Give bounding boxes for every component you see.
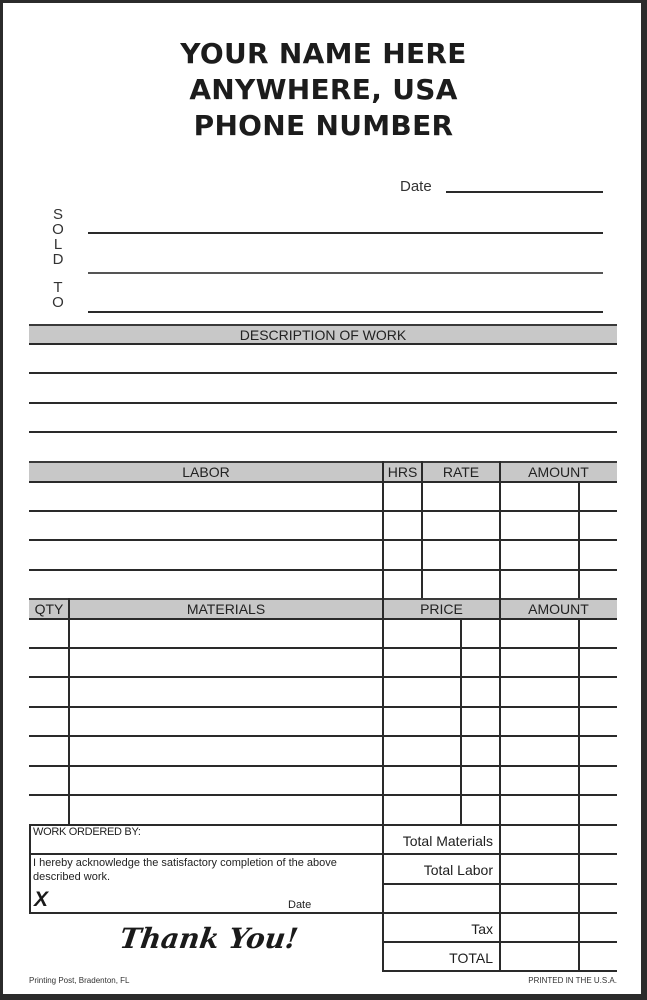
signature-date-label: Date bbox=[288, 899, 312, 911]
thank-you-text: Thank You! bbox=[117, 922, 301, 955]
description-line-3[interactable] bbox=[29, 431, 617, 433]
description-line-1[interactable] bbox=[29, 372, 617, 374]
sold-to-line-1[interactable] bbox=[88, 232, 603, 234]
labor-divider-rate bbox=[421, 461, 423, 598]
materials-divider-price bbox=[382, 598, 384, 971]
to-label-t: T bbox=[53, 279, 63, 296]
description-line-2[interactable] bbox=[29, 402, 617, 404]
description-heading-label: DESCRIPTION OF WORK bbox=[239, 326, 407, 343]
printer-credit: Printing Post, Bradenton, FL bbox=[29, 976, 130, 985]
materials-row-5[interactable] bbox=[29, 765, 617, 767]
materials-col-materials: MATERIALS bbox=[186, 601, 266, 617]
work-ordered-label: WORK ORDERED BY: bbox=[33, 826, 141, 838]
business-name: YOUR NAME HERE bbox=[180, 37, 467, 70]
sold-to-line-3[interactable] bbox=[88, 311, 603, 313]
materials-col-amount: AMOUNT bbox=[528, 601, 589, 617]
materials-col-price: PRICE bbox=[420, 601, 463, 617]
materials-row-6[interactable] bbox=[29, 794, 617, 796]
total-labor-label: Total Labor bbox=[423, 862, 493, 878]
labor-col-rate: RATE bbox=[442, 464, 480, 480]
date-label: Date bbox=[400, 178, 432, 195]
materials-row-1[interactable] bbox=[29, 647, 617, 649]
labor-divider-hrs bbox=[382, 461, 384, 598]
sold-label-o: O bbox=[52, 221, 64, 238]
work-ordered-box-left bbox=[29, 824, 31, 913]
labor-col-labor: LABOR bbox=[182, 464, 230, 480]
signature-mark: X bbox=[34, 888, 49, 911]
business-phone: PHONE NUMBER bbox=[193, 109, 454, 142]
sold-label-l: L bbox=[53, 236, 63, 253]
labor-col-hrs: HRS bbox=[387, 464, 418, 480]
work-ordered-divider bbox=[29, 853, 383, 855]
materials-row-2[interactable] bbox=[29, 676, 617, 678]
totals-amount-fields[interactable] bbox=[501, 826, 617, 970]
materials-header bbox=[29, 598, 617, 620]
sold-label-s: S bbox=[52, 206, 63, 223]
materials-row-3[interactable] bbox=[29, 706, 617, 708]
signature-field[interactable] bbox=[60, 898, 280, 912]
materials-divider-price-cents bbox=[460, 620, 462, 825]
acknowledgement-text: I hereby acknowledge the satisfactory completion of the above described work. bbox=[33, 857, 337, 883]
business-location: ANYWHERE, USA bbox=[189, 73, 458, 106]
sold-to-line-2[interactable] bbox=[88, 272, 603, 274]
totals-bottom bbox=[382, 970, 617, 972]
labor-row-3[interactable] bbox=[29, 569, 617, 571]
materials-divider-qty bbox=[68, 598, 70, 825]
labor-divider-cents bbox=[578, 483, 580, 598]
total-materials-label: Total Materials bbox=[402, 833, 493, 849]
labor-header bbox=[29, 461, 617, 483]
to-label-o: O bbox=[52, 294, 64, 311]
materials-col-qty: QTY bbox=[34, 601, 64, 617]
materials-row-4[interactable] bbox=[29, 735, 617, 737]
description-heading bbox=[29, 324, 617, 345]
date-field[interactable] bbox=[446, 191, 603, 193]
sold-label-d: D bbox=[52, 251, 64, 268]
labor-col-amount: AMOUNT bbox=[528, 464, 589, 480]
labor-row-2[interactable] bbox=[29, 539, 617, 541]
labor-divider-amount bbox=[499, 461, 501, 598]
printed-in-usa: PRINTED IN THE U.S.A. bbox=[528, 976, 617, 985]
grand-total-label: TOTAL bbox=[449, 950, 493, 966]
labor-row-1[interactable] bbox=[29, 510, 617, 512]
tax-label: Tax bbox=[471, 921, 493, 937]
